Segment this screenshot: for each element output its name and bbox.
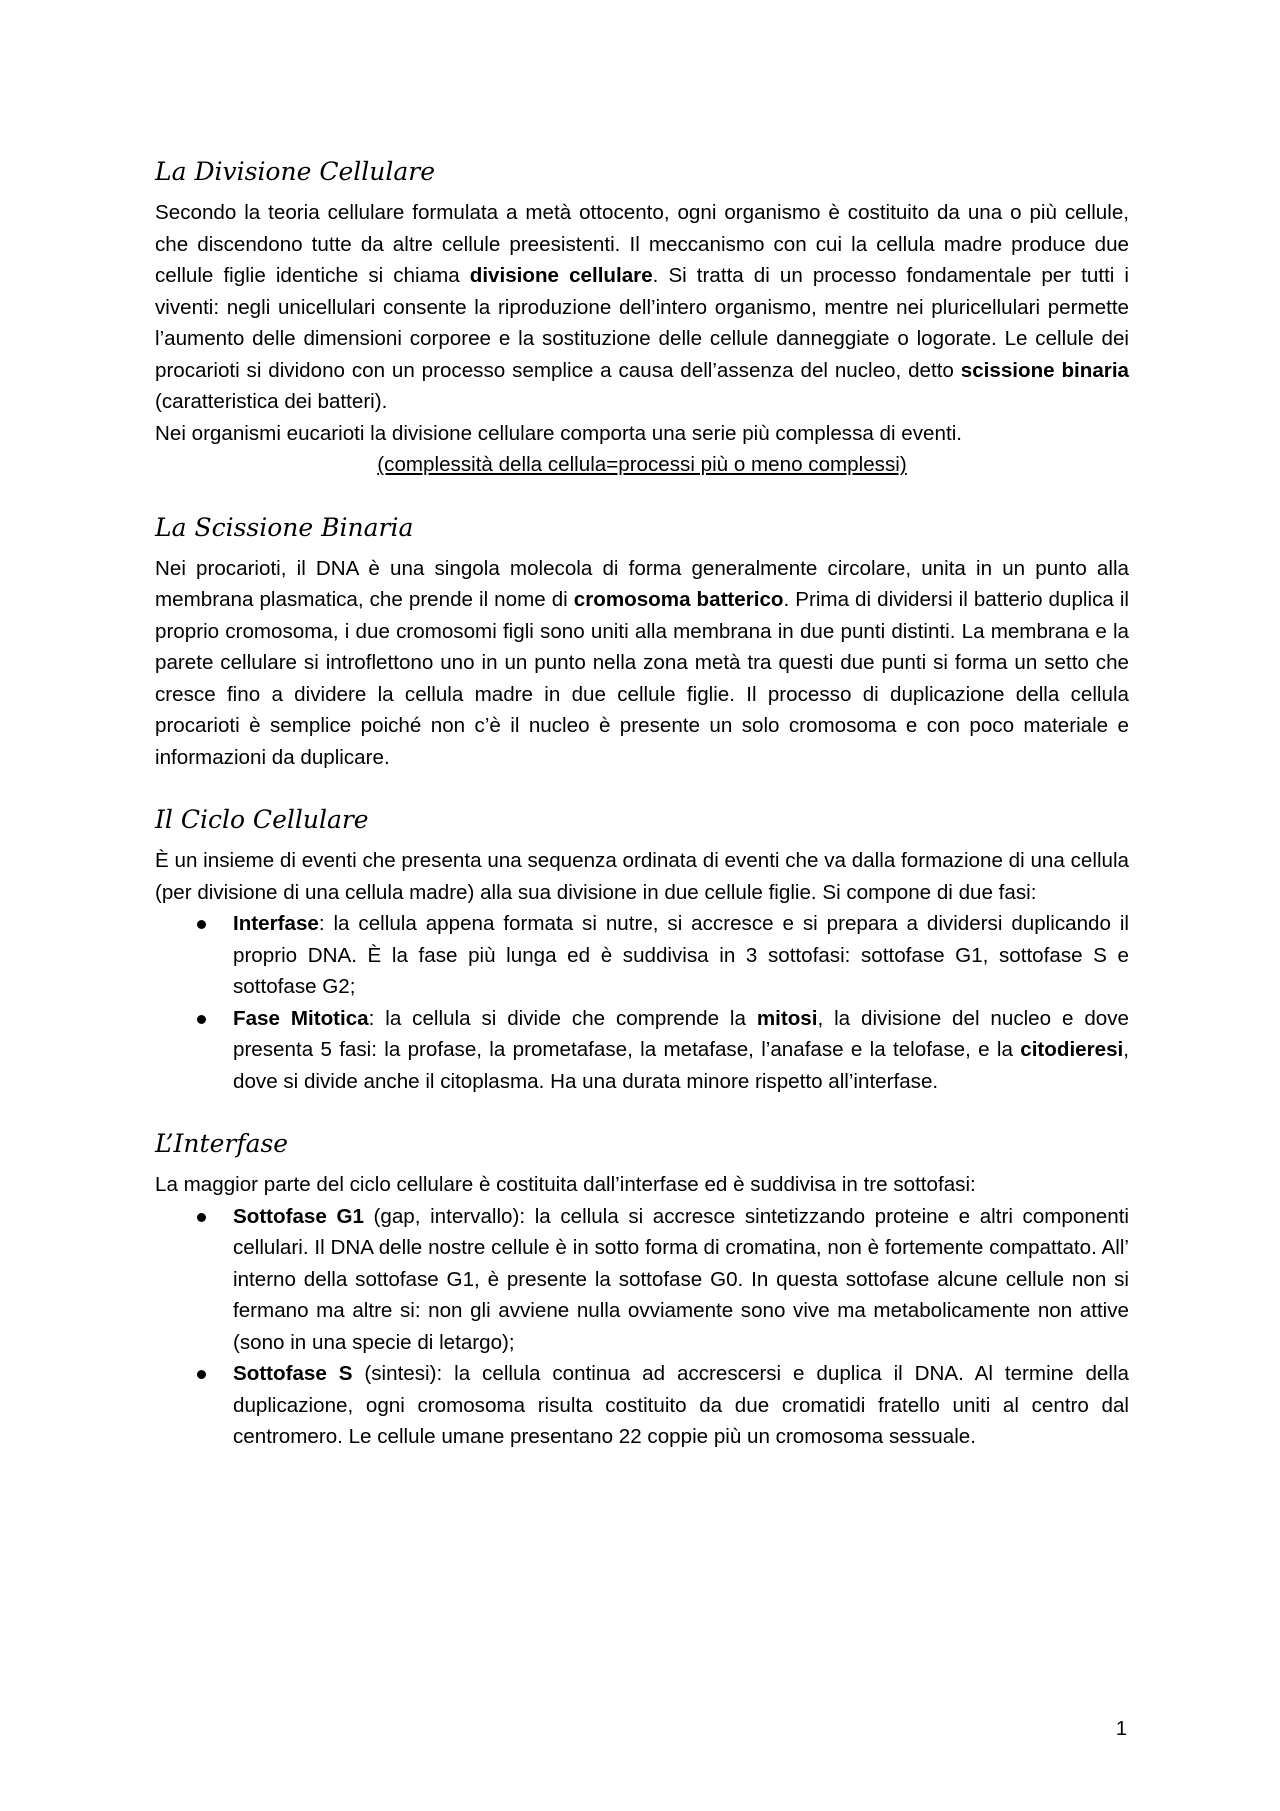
paragraph bbox=[155, 553, 1129, 774]
text-run: . Si tratta di un processo fondamentale per tutti i viventi: negli unicellulari consente la riproduzione dell’intero organismo, mentre nei pluricellulari permette l’aumento delle dimensioni corporee e la sostituzione delle cellule danneggiate o logorate. Le cellule dei procarioti si dividono con un processo semplice a causa dell’assenza del nucleo, detto bbox=[155, 264, 1129, 382]
bold-term: mitosi bbox=[756, 1006, 818, 1030]
section-title: La Divisione Cellulare bbox=[155, 157, 435, 186]
section-title: La Scissione Binaria bbox=[155, 512, 414, 542]
bullet-list bbox=[155, 908, 1129, 1097]
section-ciclo-cellulare bbox=[155, 803, 1129, 1097]
text-run: , la divisione del nucleo e dove presenta 5 fasi: la profase, la prometafase, la metafase, l’anafase e la telofase, e la bbox=[233, 1006, 1129, 1061]
bullet-list bbox=[155, 1201, 1129, 1453]
text-run: Secondo la teoria cellulare formulata a metà ottocento, ogni organismo è costituito da una o più cellule, che discendono tutte da altre cellule preesistenti. Il meccanismo con cui la cellula madre produce due cellule figlie identiche si chiama bbox=[155, 201, 1129, 287]
paragraph: Nei organismi eucarioti la divisione cellulare comporta una serie più complessa di eventi. bbox=[155, 421, 962, 445]
bold-term: scissione binaria bbox=[960, 358, 1129, 382]
bold-term: divisione cellulare bbox=[469, 264, 653, 287]
bold-term: Fase Mitotica bbox=[233, 1006, 369, 1030]
text-run: (sintesi): la cellula continua ad accrescersi e duplica il DNA. Al termine della duplicazione, ogni cromosoma risulta costituito da due cromatidi fratello uniti al centro dal centromero. Le cellule umane presentano 22 coppie più un cromosoma sessuale. bbox=[233, 1362, 1129, 1448]
bullet-icon bbox=[197, 920, 206, 929]
bold-term: Interfase bbox=[233, 912, 319, 935]
bold-term: citodieresi bbox=[1020, 1038, 1124, 1061]
section-title: Il Ciclo Cellulare bbox=[155, 805, 369, 834]
text-run: , dove si divide anche il citoplasma. Ha una durata minore rispetto all’interfase. bbox=[233, 1038, 1129, 1093]
text-run: : la cellula si divide che comprende la bbox=[368, 1006, 757, 1030]
section-title: L’Interfase bbox=[155, 1129, 289, 1158]
bold-term: Sottofase G1 bbox=[233, 1204, 364, 1228]
paragraph: La maggior parte del ciclo cellulare è costituita dall’interfase ed è suddivisa in tre sottofasi: bbox=[155, 1173, 976, 1196]
text-run: Nei procarioti, il DNA è una singola molecola di forma generalmente circolare, unita in un punto alla membrana plasmatica, che prende il nome di bbox=[155, 556, 1129, 611]
text-run: . Prima di dividersi il batterio duplica il proprio cromosoma, i due cromosomi figli sono uniti alla membrana in due punti distinti. La membrana e la parete cellulare si introflettono uno in un punto nella zona metà tra questi due punti si forma un setto che cresce fino a dividere la cellula madre in due cellule figlie. Il processo di duplicazione della cellula procarioti è semplice poiché non c’è il nucleo è presente un solo cromosoma e con poco materiale e informazioni da duplicare. bbox=[155, 588, 1129, 769]
list-item bbox=[233, 1358, 1129, 1453]
bold-term: Sottofase S bbox=[233, 1362, 353, 1385]
list-item bbox=[233, 1201, 1129, 1359]
bullet-icon bbox=[197, 1370, 206, 1379]
section-interfase bbox=[155, 1127, 1129, 1453]
section-scissione-binaria bbox=[155, 511, 1129, 774]
underlined-note: (complessità della cellula=processi più o meno complessi) bbox=[377, 453, 907, 476]
text-run: (gap, intervallo): la cellula si accresce sintetizzando proteine e altri componenti cellulari. Il DNA delle nostre cellule è in sotto forma di cromatina, non è fortemente compattato. All’ interno della sottofase G1, è presente la sottofase G0. In questa sottofase alcune cellule non si fermano ma altre si: non gli avviene nulla ovviamente sono vive ma metabolicamente non attive (sono in una specie di letargo); bbox=[233, 1204, 1129, 1354]
text-run: : la cellula appena formata si nutre, si accresce e si prepara a dividersi duplicando il proprio DNA. È la fase più lunga ed è suddivisa in 3 sottofasi: sottofase G1, sottofase S e sottofase G2; bbox=[233, 912, 1129, 998]
paragraph bbox=[155, 197, 1129, 418]
bold-term: cromosoma batterico bbox=[573, 588, 784, 611]
bullet-icon bbox=[197, 1213, 206, 1222]
page-number: 1 bbox=[1115, 1718, 1127, 1740]
list-item bbox=[233, 1003, 1129, 1098]
text-run: (caratteristica dei batteri). bbox=[155, 390, 388, 413]
section-divisione-cellulare bbox=[155, 155, 1129, 481]
paragraph: È un insieme di eventi che presenta una sequenza ordinata di eventi che va dalla formazione di una cellula (per divisione di una cellula madre) alla sua divisione in due cellule figlie. Si compone di due fasi: bbox=[155, 849, 1129, 904]
bullet-icon bbox=[197, 1015, 206, 1024]
document-page bbox=[155, 155, 1129, 1483]
list-item bbox=[233, 908, 1129, 1003]
